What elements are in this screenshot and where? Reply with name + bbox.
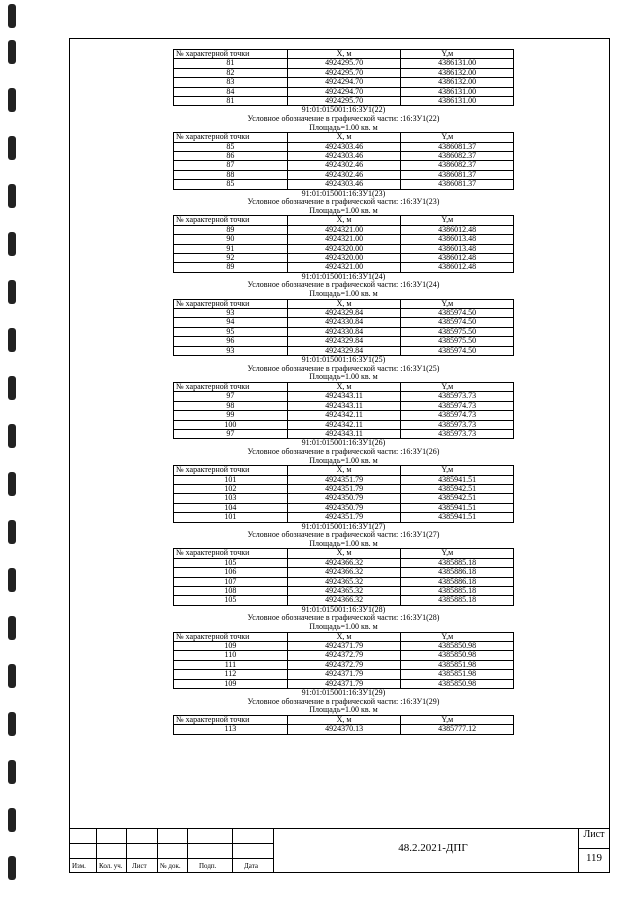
coord-x: 4924329.84 <box>287 346 401 355</box>
table-header-row <box>174 466 514 475</box>
designation-text: Условное обозначение в графической части: :16:ЗУ1(26) <box>247 446 440 456</box>
binder-mark <box>8 712 16 736</box>
point-number: 86 <box>174 152 288 161</box>
coord-x: 4924371.79 <box>287 679 401 688</box>
coordinates-content <box>173 49 514 735</box>
coord-y: 4385974.50 <box>401 318 514 327</box>
coord-y: 4385885.18 <box>401 596 514 605</box>
point-number: 81 <box>174 59 288 68</box>
table-row <box>174 59 514 68</box>
area-text: Площадь=1.00 кв. м <box>309 372 378 382</box>
binder-marks <box>0 0 40 905</box>
stamp-line <box>69 858 273 859</box>
point-number: 105 <box>174 558 288 567</box>
table-row <box>174 513 514 522</box>
header-point: № характерной точки <box>174 50 288 59</box>
coord-y: 4386132.00 <box>401 68 514 77</box>
cadastral-number: 91:01:015001:16:ЗУ1(27) <box>301 521 386 531</box>
header-x: X, м <box>287 50 401 59</box>
header-x: X, м <box>287 382 401 391</box>
binder-mark <box>8 856 16 880</box>
stamp-line <box>232 828 233 873</box>
coordinates-table <box>173 548 514 605</box>
point-number: 110 <box>174 651 288 660</box>
coord-x: 4924365.32 <box>287 586 401 595</box>
binder-mark <box>8 232 16 256</box>
parcel-block <box>173 356 514 439</box>
point-number: 82 <box>174 68 288 77</box>
header-point: № характерной точки <box>174 466 288 475</box>
coordinates-table <box>173 132 514 189</box>
coord-y: 4386131.00 <box>401 97 514 106</box>
binder-mark <box>8 40 16 64</box>
point-number: 108 <box>174 586 288 595</box>
coord-x: 4924302.46 <box>287 170 401 179</box>
title-block <box>69 828 610 873</box>
area-text: Площадь=1.00 кв. м <box>309 122 378 132</box>
binder-mark <box>8 808 16 832</box>
coord-y: 4386081.37 <box>401 142 514 151</box>
parcel-block <box>173 523 514 606</box>
table-row <box>174 475 514 484</box>
table-row <box>174 235 514 244</box>
parcel-block <box>173 273 514 356</box>
point-number: 94 <box>174 318 288 327</box>
table-row <box>174 411 514 420</box>
cadastral-number: 91:01:015001:16:ЗУ1(24) <box>301 271 386 281</box>
parcel-block <box>173 439 514 522</box>
coord-y: 4385941.51 <box>401 475 514 484</box>
coord-y: 4385942.51 <box>401 484 514 493</box>
document-code: 48.2.2021-ДПГ <box>398 842 468 854</box>
coord-y: 4385974.50 <box>401 346 514 355</box>
point-number: 89 <box>174 263 288 272</box>
coord-x: 4924320.00 <box>287 254 401 263</box>
table-header-row <box>174 549 514 558</box>
coord-x: 4924321.00 <box>287 235 401 244</box>
binder-mark <box>8 664 16 688</box>
point-number: 104 <box>174 503 288 512</box>
point-number: 100 <box>174 420 288 429</box>
table-row <box>174 568 514 577</box>
coord-y: 4386012.48 <box>401 225 514 234</box>
binder-mark <box>8 424 16 448</box>
point-number: 92 <box>174 254 288 263</box>
coord-x: 4924365.32 <box>287 577 401 586</box>
parcel-block <box>173 689 514 735</box>
coord-x: 4924343.11 <box>287 392 401 401</box>
coord-x: 4924350.79 <box>287 503 401 512</box>
parcel-block <box>173 606 514 689</box>
point-number: 101 <box>174 475 288 484</box>
binder-mark <box>8 568 16 592</box>
table-row <box>174 161 514 170</box>
coord-x: 4924351.79 <box>287 475 401 484</box>
stamp-line <box>187 828 188 873</box>
coord-y: 4385850.98 <box>401 679 514 688</box>
table-row <box>174 494 514 503</box>
point-number: 99 <box>174 411 288 420</box>
point-number: 96 <box>174 337 288 346</box>
coord-x: 4924330.84 <box>287 327 401 336</box>
stamp-label-doc: № док. <box>160 862 181 870</box>
sheet-number: 119 <box>585 852 603 864</box>
designation-text: Условное обозначение в графической части: :16:ЗУ1(25) <box>247 363 440 373</box>
coord-y: 4385851.98 <box>401 670 514 679</box>
cadastral-number: 91:01:015001:16:ЗУ1(28) <box>301 604 386 614</box>
area-text: Площадь=1.00 кв. м <box>309 621 378 631</box>
coordinates-table <box>173 299 514 356</box>
coord-y: 4385885.18 <box>401 586 514 595</box>
area-text: Площадь=1.00 кв. м <box>309 455 378 465</box>
point-number: 101 <box>174 513 288 522</box>
table-row <box>174 596 514 605</box>
header-x: X, м <box>287 632 401 641</box>
header-y: Y,м <box>401 382 514 391</box>
coord-x: 4924371.79 <box>287 641 401 650</box>
coord-y: 4385942.51 <box>401 494 514 503</box>
coord-y: 4385941.51 <box>401 513 514 522</box>
point-number: 111 <box>174 660 288 669</box>
stamp-line <box>157 828 158 873</box>
coord-x: 4924295.70 <box>287 68 401 77</box>
point-number: 87 <box>174 161 288 170</box>
coord-x: 4924303.46 <box>287 180 401 189</box>
stamp-line <box>69 828 610 829</box>
coord-y: 4385777.12 <box>401 725 514 734</box>
stamp-label-count: Кол. уч. <box>99 862 123 870</box>
cadastral-number: 91:01:015001:16:ЗУ1(26) <box>301 438 386 448</box>
designation-text: Условное обозначение в графической части: :16:ЗУ1(28) <box>247 613 440 623</box>
coord-y: 4386081.37 <box>401 170 514 179</box>
table-row <box>174 180 514 189</box>
point-number: 106 <box>174 568 288 577</box>
binder-mark <box>8 472 16 496</box>
coord-x: 4924342.11 <box>287 420 401 429</box>
coord-x: 4924329.84 <box>287 309 401 318</box>
coordinates-table <box>173 465 514 522</box>
designation-text: Условное обозначение в графической части: :16:ЗУ1(22) <box>247 114 440 124</box>
table-row <box>174 392 514 401</box>
coord-y: 4386013.48 <box>401 235 514 244</box>
point-number: 84 <box>174 87 288 96</box>
coord-y: 4385973.73 <box>401 420 514 429</box>
header-y: Y,м <box>401 299 514 308</box>
coord-x: 4924342.11 <box>287 411 401 420</box>
coord-x: 4924303.46 <box>287 152 401 161</box>
stamp-line <box>126 828 127 873</box>
coord-y: 4385850.98 <box>401 651 514 660</box>
coord-y: 4386012.48 <box>401 263 514 272</box>
coord-x: 4924343.11 <box>287 401 401 410</box>
point-number: 97 <box>174 392 288 401</box>
coord-x: 4924371.79 <box>287 670 401 679</box>
header-x: X, м <box>287 299 401 308</box>
header-y: Y,м <box>401 133 514 142</box>
coord-y: 4385975.50 <box>401 337 514 346</box>
stamp-line <box>273 828 274 873</box>
table-row <box>174 420 514 429</box>
coord-y: 4385974.50 <box>401 309 514 318</box>
binder-mark <box>8 184 16 208</box>
header-point: № характерной точки <box>174 632 288 641</box>
coord-x: 4924351.79 <box>287 484 401 493</box>
table-row <box>174 263 514 272</box>
coord-x: 4924320.00 <box>287 244 401 253</box>
point-number: 107 <box>174 577 288 586</box>
coord-x: 4924343.11 <box>287 429 401 438</box>
point-number: 93 <box>174 309 288 318</box>
coord-y: 4385886.18 <box>401 577 514 586</box>
coordinates-table <box>173 49 514 106</box>
coord-x: 4924372.79 <box>287 651 401 660</box>
coord-y: 4385974.73 <box>401 401 514 410</box>
stamp-line <box>578 848 610 849</box>
coord-x: 4924294.70 <box>287 78 401 87</box>
coord-y: 4385941.51 <box>401 503 514 512</box>
coord-y: 4385885.18 <box>401 558 514 567</box>
point-number: 103 <box>174 494 288 503</box>
point-number: 83 <box>174 78 288 87</box>
cadastral-number: 91:01:015001:16:ЗУ1(25) <box>301 355 386 365</box>
coordinates-table <box>173 632 514 689</box>
coord-x: 4924295.70 <box>287 97 401 106</box>
point-number: 105 <box>174 596 288 605</box>
table-row <box>174 670 514 679</box>
point-number: 109 <box>174 641 288 650</box>
coord-y: 4385851.98 <box>401 660 514 669</box>
designation-text: Условное обозначение в графической части: :16:ЗУ1(24) <box>247 280 440 290</box>
stamp-label-sign: Подп. <box>199 862 217 870</box>
header-x: X, м <box>287 216 401 225</box>
coord-x: 4924350.79 <box>287 494 401 503</box>
coord-y: 4386082.37 <box>401 152 514 161</box>
header-point: № характерной точки <box>174 549 288 558</box>
coord-x: 4924302.46 <box>287 161 401 170</box>
table-row <box>174 78 514 87</box>
parcel-block <box>173 190 514 273</box>
area-text: Площадь=1.00 кв. м <box>309 205 378 215</box>
table-header-row <box>174 216 514 225</box>
binder-mark <box>8 616 16 640</box>
coord-y: 4386131.00 <box>401 87 514 96</box>
area-text: Площадь=1.00 кв. м <box>309 538 378 548</box>
header-y: Y,м <box>401 549 514 558</box>
table-header-row <box>174 133 514 142</box>
area-text: Площадь=1.00 кв. м <box>309 705 378 715</box>
point-number: 113 <box>174 725 288 734</box>
coord-y: 4385886.18 <box>401 568 514 577</box>
coord-x: 4924351.79 <box>287 513 401 522</box>
point-number: 85 <box>174 180 288 189</box>
header-y: Y,м <box>401 715 514 724</box>
coord-y: 4386081.37 <box>401 180 514 189</box>
binder-mark <box>8 4 16 28</box>
binder-mark <box>8 88 16 112</box>
coord-x: 4924366.32 <box>287 596 401 605</box>
header-x: X, м <box>287 549 401 558</box>
stamp-line <box>69 843 273 844</box>
header-y: Y,м <box>401 216 514 225</box>
point-number: 97 <box>174 429 288 438</box>
stamp-line <box>96 828 97 873</box>
point-number: 95 <box>174 327 288 336</box>
coord-y: 4386012.48 <box>401 254 514 263</box>
point-number: 90 <box>174 235 288 244</box>
point-number: 102 <box>174 484 288 493</box>
binder-mark <box>8 760 16 784</box>
point-number: 109 <box>174 679 288 688</box>
point-number: 91 <box>174 244 288 253</box>
point-number: 93 <box>174 346 288 355</box>
table-row <box>174 725 514 734</box>
point-number: 85 <box>174 142 288 151</box>
binder-mark <box>8 520 16 544</box>
header-x: X, м <box>287 466 401 475</box>
header-x: X, м <box>287 133 401 142</box>
coord-y: 4385973.73 <box>401 392 514 401</box>
coord-x: 4924303.46 <box>287 142 401 151</box>
header-point: № характерной точки <box>174 216 288 225</box>
sheet-label: Лист <box>583 829 605 840</box>
point-number: 98 <box>174 401 288 410</box>
coord-y: 4386132.00 <box>401 78 514 87</box>
area-text: Площадь=1.00 кв. м <box>309 289 378 299</box>
coord-x: 4924366.32 <box>287 558 401 567</box>
coord-y: 4385973.73 <box>401 429 514 438</box>
binder-mark <box>8 136 16 160</box>
coord-y: 4385975.50 <box>401 327 514 336</box>
coord-y: 4386082.37 <box>401 161 514 170</box>
cadastral-number: 91:01:015001:16:ЗУ1(29) <box>301 687 386 697</box>
coord-x: 4924330.84 <box>287 318 401 327</box>
coord-x: 4924372.79 <box>287 660 401 669</box>
coordinates-table <box>173 382 514 439</box>
coord-y: 4386013.48 <box>401 244 514 253</box>
header-y: Y,м <box>401 50 514 59</box>
binder-mark <box>8 376 16 400</box>
coord-x: 4924321.00 <box>287 225 401 234</box>
point-number: 89 <box>174 225 288 234</box>
coordinates-table <box>173 215 514 272</box>
stamp-label-sheet: Лист <box>132 862 147 870</box>
table-row <box>174 337 514 346</box>
coordinates-table <box>173 715 514 735</box>
cadastral-number: 91:01:015001:16:ЗУ1(23) <box>301 188 386 198</box>
table-row <box>174 318 514 327</box>
coord-x: 4924366.32 <box>287 568 401 577</box>
stamp-label-date: Дата <box>244 862 258 870</box>
point-number: 81 <box>174 97 288 106</box>
binder-mark <box>8 328 16 352</box>
header-y: Y,м <box>401 466 514 475</box>
header-y: Y,м <box>401 632 514 641</box>
parcel-block <box>173 106 514 189</box>
designation-text: Условное обозначение в графической части: :16:ЗУ1(29) <box>247 696 440 706</box>
coord-x: 4924294.70 <box>287 87 401 96</box>
header-point: № характерной точки <box>174 133 288 142</box>
header-point: № характерной точки <box>174 715 288 724</box>
point-number: 88 <box>174 170 288 179</box>
header-point: № характерной точки <box>174 299 288 308</box>
designation-text: Условное обозначение в графической части: :16:ЗУ1(27) <box>247 530 440 540</box>
coord-x: 4924329.84 <box>287 337 401 346</box>
coord-y: 4385974.73 <box>401 411 514 420</box>
stamp-label-change: Изм. <box>72 862 86 870</box>
coord-x: 4924295.70 <box>287 59 401 68</box>
header-x: X, м <box>287 715 401 724</box>
header-point: № характерной точки <box>174 382 288 391</box>
coord-y: 4385850.98 <box>401 641 514 650</box>
coord-x: 4924321.00 <box>287 263 401 272</box>
cadastral-number: 91:01:015001:16:ЗУ1(22) <box>301 105 386 115</box>
table-row <box>174 651 514 660</box>
binder-mark <box>8 280 16 304</box>
designation-text: Условное обозначение в графической части: :16:ЗУ1(23) <box>247 197 440 207</box>
coord-x: 4924370.13 <box>287 725 401 734</box>
point-number: 112 <box>174 670 288 679</box>
coord-y: 4386131.00 <box>401 59 514 68</box>
